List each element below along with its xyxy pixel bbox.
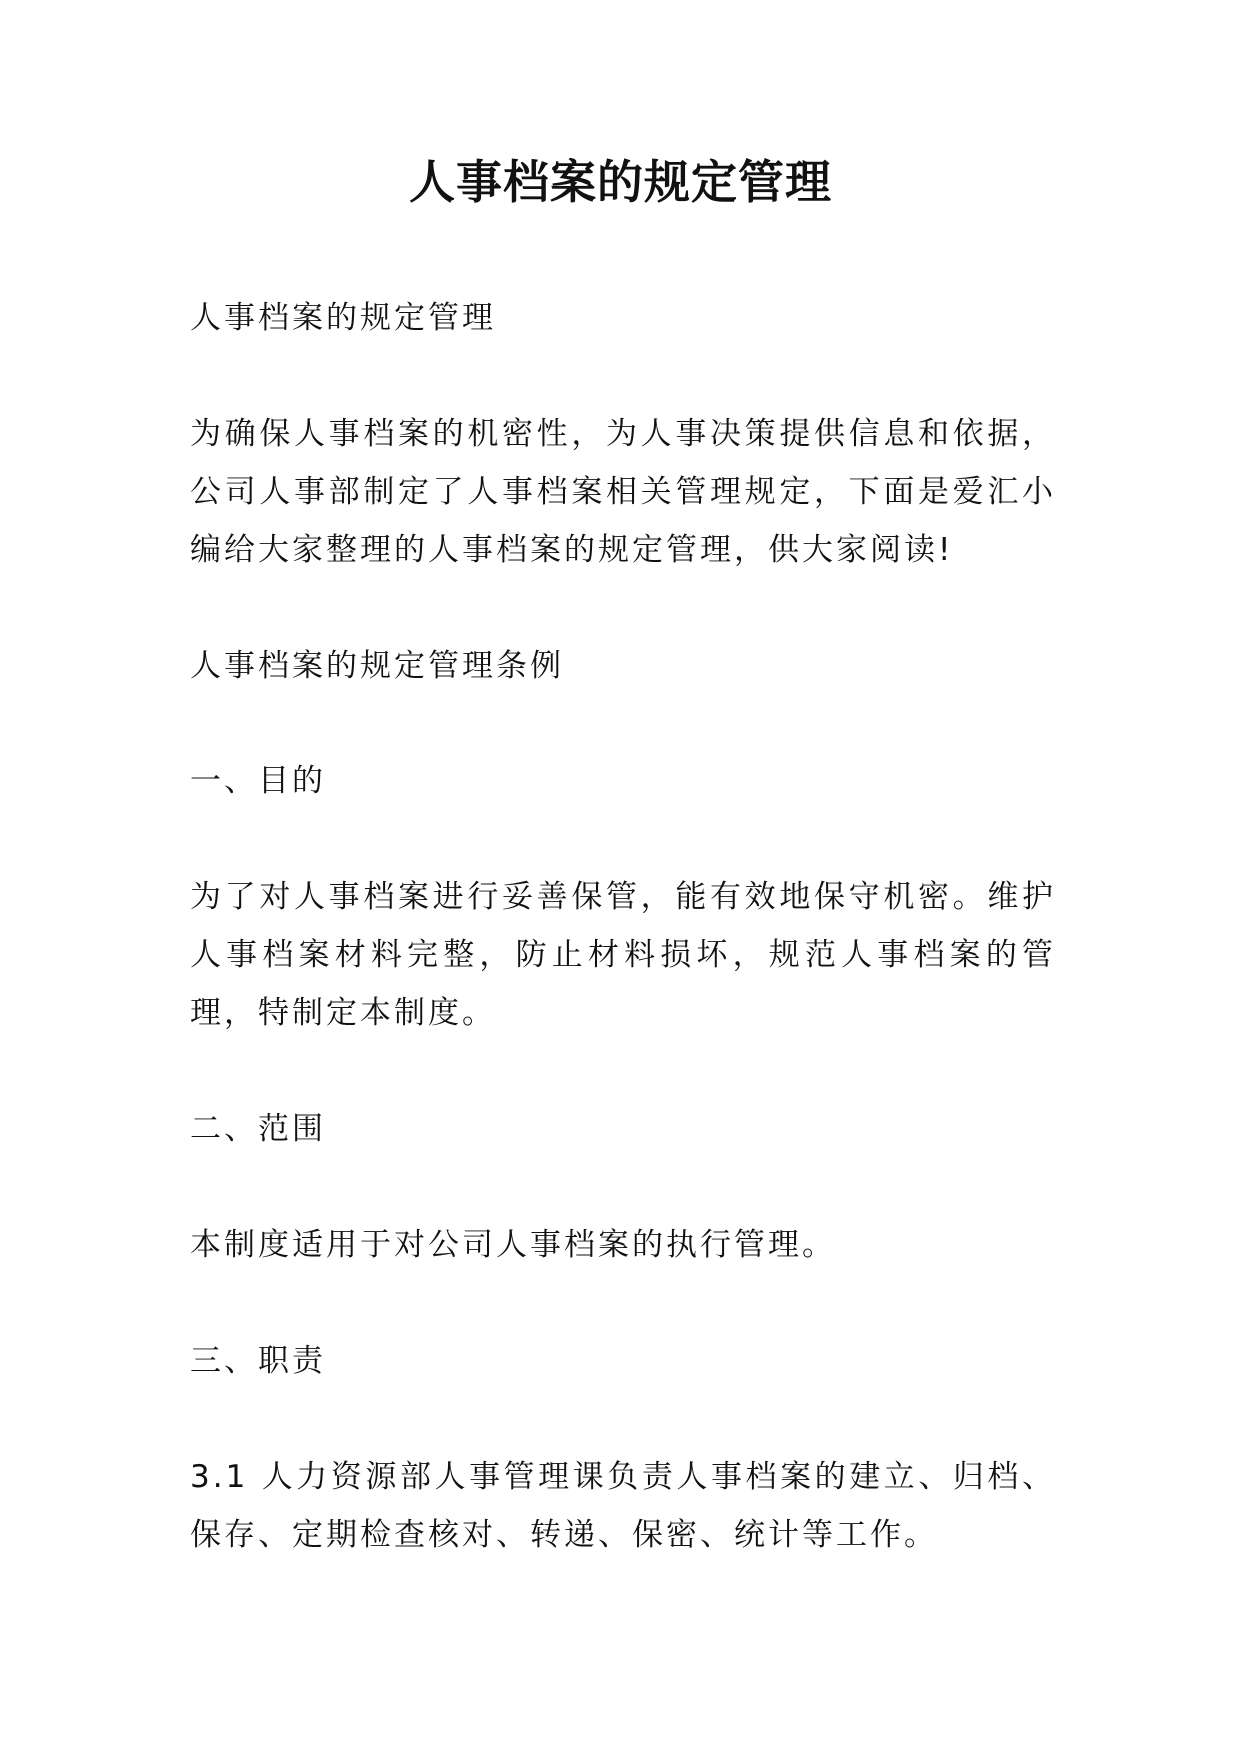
paragraph-subtitle: 人事档案的规定管理 [190,300,496,336]
document-title: 人事档案的规定管理 [409,155,832,209]
section-heading-purpose: 一、目的 [190,763,326,799]
section-heading-responsibilities: 三、职责 [190,1343,326,1379]
paragraph-responsibility-3-1: 3.1 人力资源部人事管理课负责人事档案的建立、归档、保存、定期检查核对、转递、保密、统计等工作。 [190,1459,1056,1553]
section-heading-scope: 二、范围 [190,1111,326,1147]
paragraph-purpose: 为了对人事档案进行妥善保管，能有效地保守机密。维护人事档案材料完整，防止材料损坏，规范人事档案的管理，特制定本制度。 [190,879,1056,1031]
paragraph-scope: 本制度适用于对公司人事档案的执行管理。 [190,1227,836,1263]
paragraph-regulations-heading: 人事档案的规定管理条例 [190,648,564,684]
paragraph-intro: 为确保人事档案的机密性，为人事决策提供信息和依据，公司人事部制定了人事档案相关管理规定，下面是爱汇小编给大家整理的人事档案的规定管理，供大家阅读! [190,416,1056,568]
